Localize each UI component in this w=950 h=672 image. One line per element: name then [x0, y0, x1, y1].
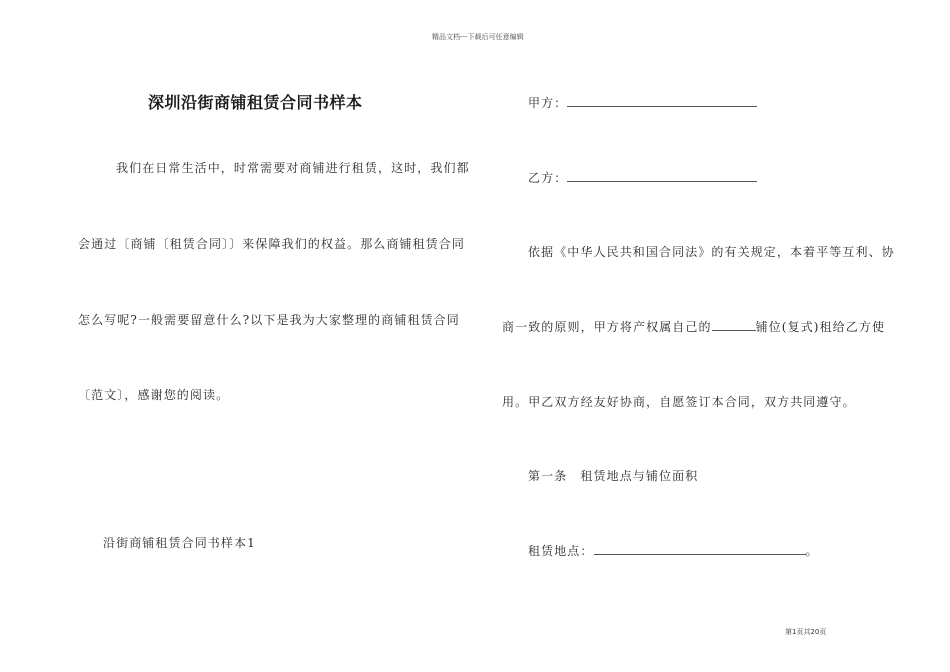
intro-line-2: 会通过〔商铺〔租赁合同〕〕来保障我们的权益。那么商铺租赁合同 — [78, 237, 466, 251]
page-number: 第1页共20页 — [785, 628, 827, 636]
intro-line-1: 我们在日常生活中，时常需要对商铺进行租赁，这时，我们都 — [116, 161, 470, 175]
party-b-line — [528, 169, 757, 186]
location-blank — [594, 544, 806, 555]
intro-line-3: 怎么写呢?一般需要留意什么?以下是我为大家整理的商铺租赁合同 — [78, 313, 460, 327]
location-label: 租赁地点： — [528, 544, 594, 558]
basis-line-2-pre: 商一致的原则，甲方将产权属自己的 — [502, 320, 712, 334]
party-a-label: 甲方： — [528, 96, 568, 110]
basis-line-2-post: 铺位(复式)租给乙方使 — [755, 320, 886, 334]
party-b-blank — [567, 171, 757, 182]
location-line — [528, 542, 819, 559]
party-b-label: 乙方： — [528, 171, 568, 185]
party-a-line — [528, 94, 757, 111]
basis-line-1: 依据《中华人民共和国合同法》的有关规定，本着平等互利、协 — [528, 245, 895, 259]
location-end: 。 — [805, 544, 819, 558]
header-note: 精品文档---下载后可任意编辑 — [432, 33, 524, 41]
party-a-blank — [567, 96, 757, 107]
basis-line-3: 用。甲乙双方经友好协商，自愿签订本合同，双方共同遵守。 — [502, 395, 856, 409]
section-heading: 沿街商铺租赁合同书样本1 — [103, 536, 256, 550]
shop-unit-blank — [712, 320, 756, 331]
basis-line-2 — [502, 318, 885, 335]
article-1-heading: 第一条 租赁地点与铺位面积 — [528, 469, 699, 483]
document-title: 深圳沿街商铺租赁合同书样本 — [148, 93, 363, 112]
intro-line-4: 〔范文〕，感谢您的阅读。 — [78, 388, 230, 402]
